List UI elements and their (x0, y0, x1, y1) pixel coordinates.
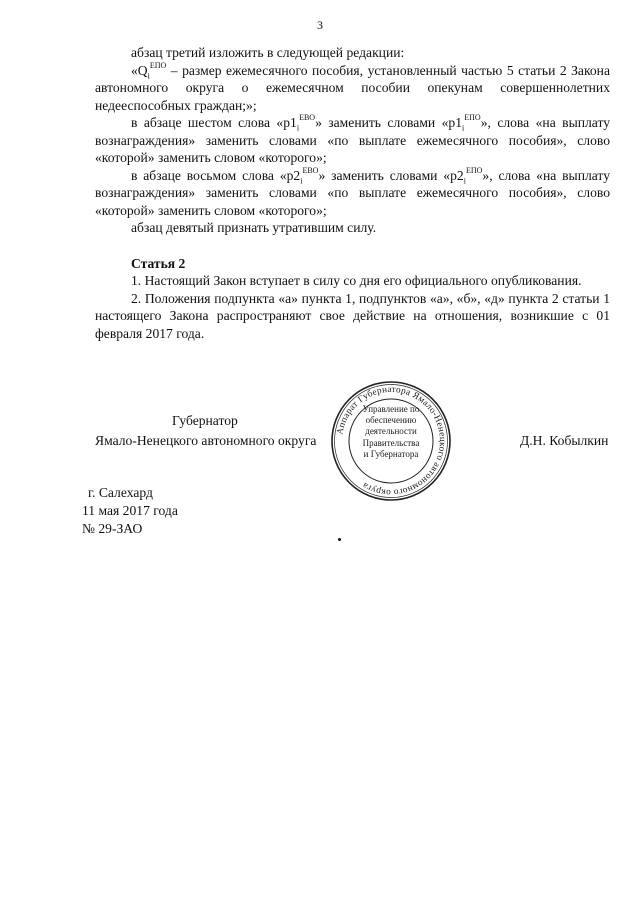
paragraph-4-text-a: в абзаце восьмом слова «p2 (131, 167, 301, 183)
seal-line: обеспечению (365, 415, 417, 426)
seal-line: Правительства (362, 437, 420, 448)
seal-line: и Губернатора (363, 448, 419, 459)
paragraph-5: абзац девятый признать утратившим силу. (131, 220, 377, 235)
paragraph-1: абзац третий изложить в следующей редакции: (131, 45, 405, 60)
paragraph-4-text-b: » заменить словами «p2 (318, 167, 464, 183)
article-2-heading: Статья 2 (131, 255, 186, 271)
scan-speck (338, 538, 341, 541)
article-2-item-2: 2. Положения подпункта «а» пункта 1, подпунктов «а», «б», «д» пункта 2 статьи 1 настоящего Закона распространяют свое действие на отношения, возникшие с 01 февраля 2017 года. (95, 290, 610, 341)
official-seal (330, 380, 452, 502)
place-city: г. Салехард (88, 485, 153, 500)
law-date: 11 мая 2017 года (82, 503, 178, 518)
paragraph-2 (95, 62, 610, 115)
seal-line: деятельности (365, 426, 417, 437)
paragraph-3 (95, 114, 610, 167)
paragraph-4-text-c: », слова «на выплату вознаграждения» заменить словами «по выплате ежемесячного пособия», слово «которой» заменить словом «которого»; (95, 167, 610, 218)
law-number: № 29-ЗАО (82, 521, 143, 536)
seal-inner-text (351, 404, 431, 460)
superscript-evo: ЕВО (299, 113, 316, 123)
paragraph-4 (95, 167, 610, 220)
formula-q: «Q (131, 62, 148, 78)
seal-ring-text: Аппарат Губернатора Ямало-Ненецкого автономного округа (334, 383, 449, 499)
paragraph-3-text-b: » заменить словами «p1 (315, 115, 463, 130)
superscript-epo: ЕПО (149, 60, 167, 70)
superscript-evo: ЕВО (302, 165, 319, 175)
subscript-i: i (300, 176, 303, 186)
signature-title-line2: Ямало-Ненецкого автономного округа (95, 433, 317, 448)
page-number: 3 (317, 18, 323, 32)
paragraph-3-text-c: », слова «на выплату вознаграждения» заменить словами «по выплате ежемесячного пособия», слово «которой» заменить словом «которого»; (95, 115, 611, 165)
subscript-i: i (462, 123, 465, 133)
document-body (95, 44, 610, 342)
paragraph-3-text-a: в абзаце шестом слова «p1 (131, 115, 297, 130)
signature-name: Д.Н. Кобылкин (520, 433, 609, 448)
superscript-epo: ЕПО (465, 165, 483, 175)
signature-title-line1: Губернатор (172, 413, 238, 428)
seal-line: Управление по (362, 404, 420, 414)
subscript-i: i (147, 71, 150, 81)
subscript-i: i (463, 176, 466, 186)
superscript-epo: ЕПО (464, 113, 481, 123)
paragraph-2-text: – размер ежемесячного пособия, установленный частью 5 статьи 2 Закона автономного округа о ежемесячном пособии опекунам совершеннолетних недееспособных граждан;»; (95, 62, 610, 113)
subscript-i: i (296, 123, 300, 133)
article-2-item-1: 1. Настоящий Закон вступает в силу со дня его официального опубликования. (131, 273, 582, 288)
